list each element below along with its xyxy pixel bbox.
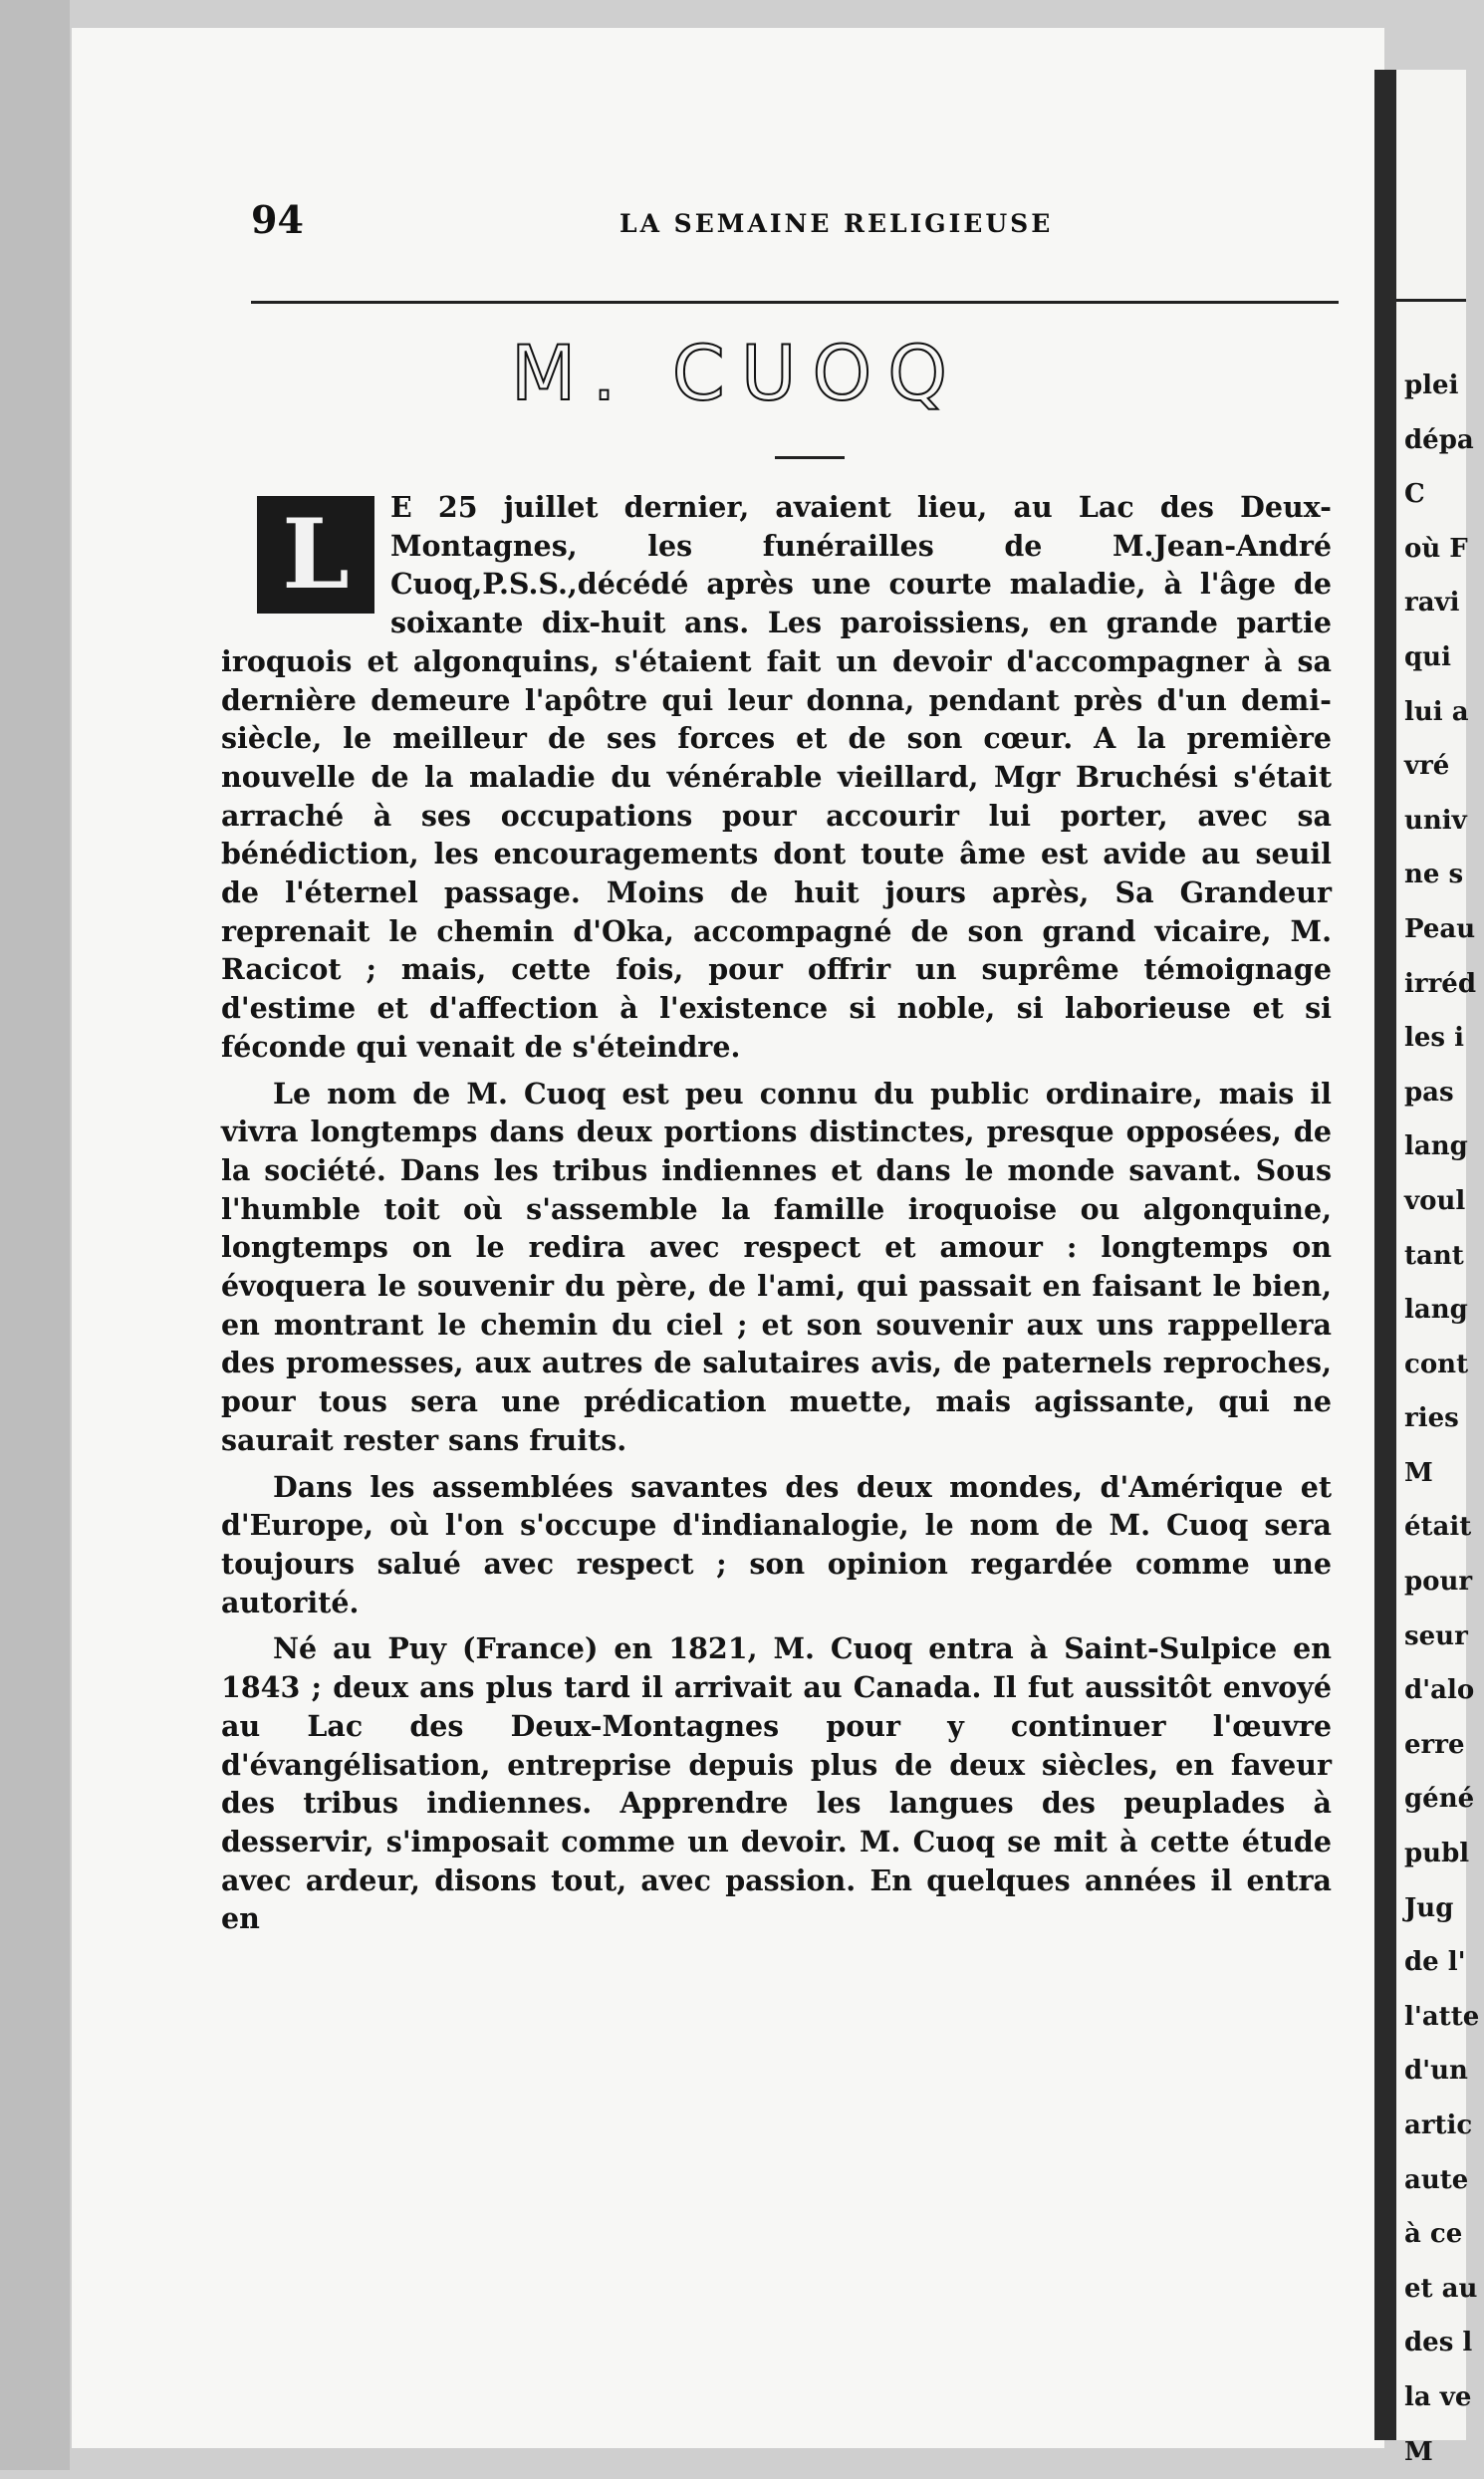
adjacent-line-fragment: de l' xyxy=(1404,1947,1466,1978)
adjacent-line-fragment: où F xyxy=(1404,533,1468,564)
header-rule xyxy=(251,301,1339,304)
adjacent-line-fragment: d'alo xyxy=(1404,1675,1475,1706)
adjacent-line-fragment: univ xyxy=(1404,805,1467,836)
adjacent-line-fragment: M xyxy=(1404,1457,1433,1488)
adjacent-line-fragment: C xyxy=(1404,479,1425,510)
adjacent-line-fragment: dépa xyxy=(1404,424,1474,455)
adjacent-line-fragment: et au xyxy=(1404,2273,1478,2304)
adjacent-line-fragment: géné xyxy=(1404,1784,1475,1815)
adjacent-line-fragment: tant xyxy=(1404,1240,1464,1271)
drop-cap: L xyxy=(257,496,374,614)
title-rule xyxy=(775,456,845,459)
book-gutter xyxy=(1374,70,1396,2440)
adjacent-line-fragment: irréd xyxy=(1404,968,1476,999)
adjacent-line-fragment: Peau xyxy=(1404,913,1476,944)
adjacent-line-fragment: ravi xyxy=(1404,588,1460,619)
adjacent-line-fragment: qui xyxy=(1404,641,1451,672)
adjacent-line-fragment: vré xyxy=(1404,751,1450,782)
adjacent-line-fragment: M xyxy=(1404,2436,1433,2467)
adjacent-line-fragment: cont xyxy=(1404,1349,1469,1379)
running-title: LA SEMAINE RELIGIEUSE xyxy=(619,209,1054,238)
adjacent-line-fragment: était xyxy=(1404,1512,1472,1543)
article-title: M. CUOQ xyxy=(510,329,964,417)
adjacent-line-fragment: pas xyxy=(1404,1077,1454,1108)
adjacent-line-fragment: lang xyxy=(1404,1295,1468,1326)
page-header xyxy=(251,187,1339,247)
adjacent-line-fragment: plei xyxy=(1404,371,1459,400)
adjacent-line-fragment: erre xyxy=(1404,1729,1465,1760)
adjacent-line-fragment: l'atte xyxy=(1404,2001,1480,2032)
scan-background-left xyxy=(0,0,70,2470)
adjacent-line-fragment: d'un xyxy=(1404,2056,1468,2087)
paragraph: E 25 juillet dernier, avaient lieu, au Lac des Deux-Montagnes, les funérailles de M.Jean-André Cuoq,P.S.S.,décédé après une courte maladie, à l'âge de soixante dix-huit ans. Les paroissiens, en grande partie iroquois et algonquins, s'étaient fait un devoir d'accompagner à sa dernière demeure l'apôtre qui leur donna, pendant près d'un demi-siècle, le meilleur de ses forces et de son cœur. A la première nouvelle de la maladie du vénérable vieillard, Mgr Bruchési s'était arraché à ses occupations pour accourir lui porter, avec sa bénédiction, les encouragements dont toute âme est avide au seuil de l'éternel passage. Moins de huit jours après, Sa Grandeur reprenait le chemin d'Oka, accompagné de son grand vicaire, M. Racicot ; mais, cette fois, pour offrir un suprême témoignage d'estime et d'affection à l'existence si noble, si laborieuse et si féconde qui venait de s'éteindre. xyxy=(221,490,1332,1064)
page-number: 94 xyxy=(251,197,304,242)
adjacent-line-fragment: voul xyxy=(1404,1185,1466,1216)
paragraph: Né au Puy (France) en 1821, M. Cuoq entra à Saint-Sulpice en 1843 ; deux ans plus tard il arrivait au Canada. Il fut aussitôt envoyé au Lac des Deux-Montagnes pour y continuer l'œuvre d'évangélisation, entreprise depuis plus de deux siècles, en faveur des tribus indiennes. Apprendre les langues des peuplades à desservir, s'imposait comme un devoir. M. Cuoq se mit à cette étude avec ardeur, disons tout, avec passion. En quelques années il entra en xyxy=(221,1631,1332,1936)
paragraph: Dans les assemblées savantes des deux mondes, d'Amérique et d'Europe, où l'on s'occupe d'indianalogie, le nom de M. Cuoq sera toujours salué avec respect ; son opinion regardée comme une autorité. xyxy=(221,1469,1332,1619)
adjacent-line-fragment: des l xyxy=(1404,2328,1473,2358)
adjacent-page-text xyxy=(1404,359,1484,2479)
adjacent-line-fragment: lang xyxy=(1404,1131,1468,1162)
adjacent-line-fragment: publ xyxy=(1404,1839,1470,1869)
adjacent-page xyxy=(1396,70,1480,2467)
adjacent-line-fragment: la ve xyxy=(1404,2381,1472,2412)
adjacent-line-fragment: les i xyxy=(1404,1023,1464,1054)
adjacent-line-fragment: lui a xyxy=(1404,696,1469,727)
adjacent-line-fragment: artic xyxy=(1404,2110,1473,2140)
adjacent-line-fragment: seur xyxy=(1404,1620,1468,1651)
adjacent-line-fragment: aute xyxy=(1404,2164,1469,2195)
adjacent-line-fragment: ries xyxy=(1404,1403,1459,1434)
adjacent-line-fragment: pour xyxy=(1404,1567,1473,1598)
paragraph: Le nom de M. Cuoq est peu connu du public ordinaire, mais il vivra longtemps dans deux portions distinctes, presque opposées, de la société. Dans les tribus indiennes et dans le monde savant. Sous l'humble toit où s'assemble la famille iroquoise ou algonquine, longtemps on le redira avec respect et amour : longtemps on évoquera le souvenir du père, de l'ami, qui passait en faisant le bien, en montrant le chemin du ciel ; et son souvenir aux uns rappellera des promesses, aux autres de salutaires avis, de paternels reproches, pour tous sera une prédication muette, mais agissante, qui ne saurait rester sans fruits. xyxy=(221,1076,1332,1457)
article-body xyxy=(221,488,1332,1938)
adjacent-header-rule xyxy=(1396,299,1466,302)
adjacent-line-fragment: ne s xyxy=(1404,860,1464,890)
adjacent-line-fragment: Jug xyxy=(1404,1892,1454,1923)
adjacent-line-fragment: à ce xyxy=(1404,2219,1463,2250)
